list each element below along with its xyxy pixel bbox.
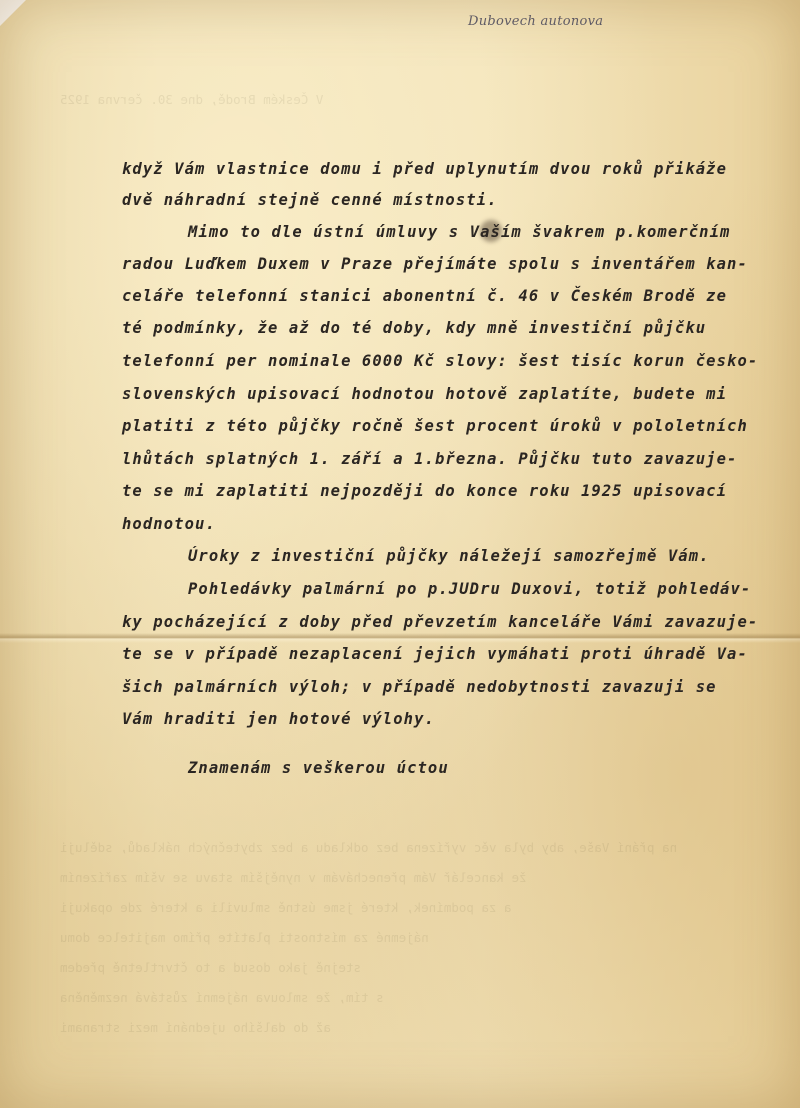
letter-line: slovenských upisovací hodnotou hotově zaplatíte, budete mi <box>122 385 728 403</box>
letter-line: platiti z této půjčky ročně šest procent úroků v pololetních <box>122 417 748 435</box>
letter-line: té podmínky, že až do té doby, kdy mně investiční půjčku <box>122 319 707 337</box>
bleed-through-text: a za podmínek, které jsme ústně smluvili a které zde opakuji <box>60 900 512 915</box>
letter-line: hodnotou. <box>122 515 216 533</box>
bleed-through-text: V Českém Brodě, dne 30. června 1925 <box>60 92 324 107</box>
letter-line: dvě náhradní stejně cenné místnosti. <box>122 191 498 209</box>
letter-line: Mimo to dle ústní úmluvy s Vaším švakrem p.komerčním <box>188 223 731 241</box>
bleed-through-text: nájemné za místnosti platíte přímo majitelce domu <box>60 930 429 945</box>
letter-line: celáře telefonní stanici abonentní č. 46 v Českém Brodě ze <box>122 287 728 305</box>
letter-line: šich palmárních výloh; v případě nedobytnosti zavazuji se <box>122 678 717 696</box>
bleed-through-text: na přání Vaše, aby byla věc vyřízena bez odkladu a bez zbytečných nákladů, sděluji <box>60 840 678 855</box>
letter-line: Vám hraditi jen hotové výlohy. <box>122 710 435 728</box>
bleed-through-text: že kancelář Vám přenechávám v nynějším stavu se vším zařízením <box>60 870 527 885</box>
bleed-through-text: s tím, že smlouva nájemní zůstává nezměněna <box>60 990 384 1005</box>
letter-line: ky pocházející z doby před převzetím kanceláře Vámi zavazuje- <box>122 613 759 631</box>
letter-line: te se v případě nezaplacení jejich vymáhati proti úhradě Va- <box>122 645 748 663</box>
bleed-through-text: stejně jako dosud a to čtvrtletně předem <box>60 960 362 975</box>
letter-line: te se mi zaplatiti nejpozději do konce roku 1925 upisovací <box>122 482 728 500</box>
letter-line: Úroky z investiční půjčky náležejí samozřejmě Vám. <box>188 547 710 565</box>
letter-line: když Vám vlastnice domu i před uplynutím dvou roků přikáže <box>122 160 728 178</box>
letter-line: radou Luďkem Duxem v Praze přejímáte spolu s inventářem kan- <box>122 255 748 273</box>
letter-closing: Znamenám s veškerou úctou <box>188 759 449 777</box>
letter-line: telefonní per nominale 6000 Kč slovy: šest tisíc korun česko- <box>122 352 759 370</box>
bleed-through-text: až do dalšího ujednání mezi stranami <box>60 1020 331 1035</box>
torn-corner <box>0 0 26 26</box>
handwritten-annotation: Dubovech autonova <box>468 14 604 29</box>
letter-line: Pohledávky palmární po p.JUDru Duxovi, totiž pohledáv- <box>188 580 752 598</box>
letter-line: lhůtách splatných 1. září a 1.března. Půjčku tuto zavazuje- <box>122 450 738 468</box>
